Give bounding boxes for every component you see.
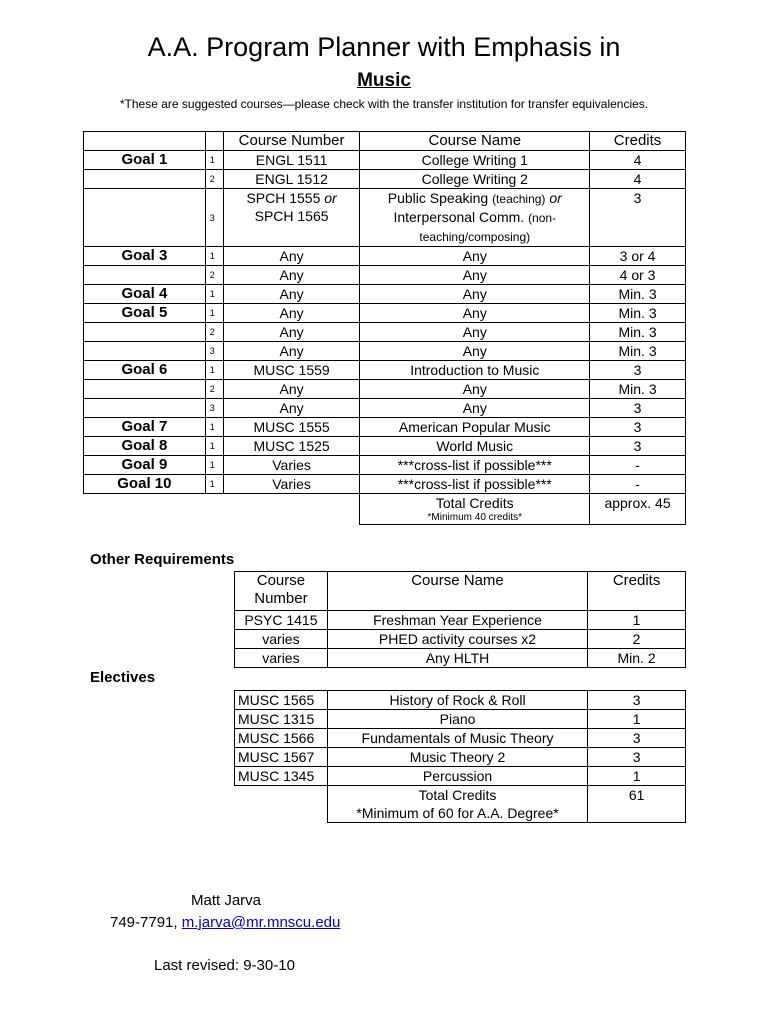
table-row	[84, 437, 686, 456]
course-number: Any	[223, 304, 360, 323]
total-credits-label: Total Credits	[418, 787, 497, 803]
course-number: Varies	[223, 475, 360, 494]
column-header: Course Name	[360, 132, 590, 151]
course-number: MUSC 1555	[223, 418, 360, 437]
credits: 2	[588, 630, 686, 649]
goal-index: 3	[205, 189, 223, 247]
transfer-note: *These are suggested courses—please check with the transfer institution for transfer equivalencies.	[119, 97, 649, 111]
other-requirements-table-body	[235, 572, 686, 668]
or-word: or	[549, 190, 562, 206]
other-requirements-table	[234, 571, 686, 668]
table-row	[84, 342, 686, 361]
credits: 3	[588, 729, 686, 748]
course-name: ***cross-list if possible***	[360, 456, 590, 475]
course-name: Any	[360, 399, 590, 418]
goal-index: 1	[205, 418, 223, 437]
course-name: World Music	[360, 437, 590, 456]
course-number: PSYC 1415	[235, 611, 328, 630]
credits: 4	[590, 151, 686, 170]
course-number: SPCH 1555	[246, 190, 321, 206]
total-credits-value: 61	[588, 786, 686, 823]
other-header-row	[235, 572, 686, 611]
table-row	[84, 189, 686, 247]
electives-table-body	[235, 691, 686, 823]
goal-index: 2	[205, 323, 223, 342]
last-revised: Last revised: 9-30-10	[154, 957, 295, 974]
credits: 1	[588, 767, 686, 786]
column-header: Course Number	[235, 572, 328, 611]
course-name-line	[363, 189, 586, 208]
course-name: Any	[360, 304, 590, 323]
course-name: American Popular Music	[360, 418, 590, 437]
goal-index: 3	[205, 399, 223, 418]
goal-label: Goal 4	[84, 285, 206, 304]
course-number: MUSC 1566	[235, 729, 328, 748]
credits: 3	[590, 399, 686, 418]
credits: 3	[590, 418, 686, 437]
goal-index: 1	[205, 151, 223, 170]
table-row	[84, 266, 686, 285]
goal-label	[84, 342, 206, 361]
goal-index: 1	[205, 475, 223, 494]
course-name-line	[363, 208, 586, 246]
credits: Min. 3	[590, 304, 686, 323]
credits: -	[590, 475, 686, 494]
goal-label: Goal 3	[84, 247, 206, 266]
course-name: College Writing 1	[360, 151, 590, 170]
total-credits-cell	[327, 786, 587, 823]
course-name: Piano	[327, 710, 587, 729]
course-number: Any	[223, 342, 360, 361]
course-name: Fundamentals of Music Theory	[327, 729, 587, 748]
course-number: SPCH 1565	[254, 208, 329, 224]
course-name: Any	[360, 323, 590, 342]
course-number: Varies	[223, 456, 360, 475]
credits: 1	[588, 710, 686, 729]
course-name-qualifier: (teaching)	[492, 192, 546, 206]
contact-email-link[interactable]: m.jarva@mr.mnscu.edu	[181, 914, 341, 931]
column-header: Credits	[588, 572, 686, 611]
table-row	[84, 247, 686, 266]
goal-label: Goal 9	[84, 456, 206, 475]
course-name: History of Rock & Roll	[327, 691, 587, 710]
goal-label	[84, 170, 206, 189]
goal-index: 1	[205, 247, 223, 266]
credits: 3	[588, 691, 686, 710]
course-number: Any	[223, 380, 360, 399]
contact-phone: 749-7791,	[110, 914, 178, 931]
table-row	[84, 151, 686, 170]
course-name-cell	[360, 189, 590, 247]
table-row	[235, 649, 686, 668]
course-name: PHED activity courses x2	[327, 630, 587, 649]
course-number: Any	[223, 247, 360, 266]
course-number: ENGL 1511	[223, 151, 360, 170]
goal-index: 2	[205, 380, 223, 399]
course-number: Any	[223, 266, 360, 285]
credits: -	[590, 456, 686, 475]
course-name-qualifier: (non-teaching/composing)	[419, 211, 557, 244]
header-blank-index	[205, 132, 223, 151]
course-name: Any	[360, 380, 590, 399]
goal-label: Goal 7	[84, 418, 206, 437]
goal-index: 1	[205, 456, 223, 475]
page-title: A.A. Program Planner with Emphasis in	[147, 32, 621, 62]
course-number: Any	[223, 285, 360, 304]
credits: 3	[588, 748, 686, 767]
credits: 3	[590, 361, 686, 380]
goal-index: 1	[205, 437, 223, 456]
goal-index: 1	[205, 361, 223, 380]
goal-label	[84, 399, 206, 418]
course-number-cell	[223, 189, 360, 247]
credits: Min. 3	[590, 342, 686, 361]
contact-name: Matt Jarva	[191, 892, 262, 909]
electives-table	[234, 690, 686, 823]
course-number: MUSC 1345	[235, 767, 328, 786]
credits: 3	[590, 189, 686, 247]
goal-label	[84, 189, 206, 247]
goal-label	[84, 323, 206, 342]
total-credits-label: Total Credits	[435, 495, 514, 511]
contact-line	[110, 914, 340, 931]
table-row	[84, 456, 686, 475]
total-credits-cell	[360, 494, 590, 525]
table-row	[84, 475, 686, 494]
goals-table	[83, 131, 686, 525]
credits: Min. 3	[590, 323, 686, 342]
credits: 4 or 3	[590, 266, 686, 285]
goal-index: 1	[205, 304, 223, 323]
table-row	[235, 748, 686, 767]
table-row	[84, 285, 686, 304]
course-name: Music Theory 2	[327, 748, 587, 767]
goal-index: 2	[205, 170, 223, 189]
table-row	[84, 399, 686, 418]
course-number: MUSC 1567	[235, 748, 328, 767]
course-name: Freshman Year Experience	[327, 611, 587, 630]
goal-index: 3	[205, 342, 223, 361]
goal-label: Goal 10	[84, 475, 206, 494]
credits: Min. 3	[590, 380, 686, 399]
total-credits-note: *Minimum of 60 for A.A. Degree*	[356, 805, 559, 821]
course-number-line	[227, 189, 357, 207]
goals-header-row	[84, 132, 686, 151]
course-number: MUSC 1525	[223, 437, 360, 456]
page-subtitle: Music	[357, 70, 411, 91]
credits: Min. 3	[590, 285, 686, 304]
goal-index: 2	[205, 266, 223, 285]
electives-heading: Electives	[90, 669, 156, 686]
course-number: MUSC 1315	[235, 710, 328, 729]
goals-table-body	[84, 132, 686, 525]
table-row	[235, 611, 686, 630]
column-header: Course Number	[223, 132, 360, 151]
goal-label: Goal 8	[84, 437, 206, 456]
course-number: Any	[223, 399, 360, 418]
table-row	[84, 323, 686, 342]
course-name: Any	[360, 247, 590, 266]
course-number: ENGL 1512	[223, 170, 360, 189]
table-row	[235, 729, 686, 748]
table-row	[84, 380, 686, 399]
or-word: or	[324, 190, 337, 206]
course-number: MUSC 1559	[223, 361, 360, 380]
header-blank-goal	[84, 132, 206, 151]
total-row	[84, 494, 686, 525]
course-number: Any	[223, 323, 360, 342]
credits: 3 or 4	[590, 247, 686, 266]
credits: Min. 2	[588, 649, 686, 668]
table-row	[235, 710, 686, 729]
course-name: Any	[360, 266, 590, 285]
table-row	[235, 691, 686, 710]
table-row	[235, 630, 686, 649]
column-header: Course Name	[327, 572, 587, 611]
credits: 3	[590, 437, 686, 456]
goal-label: Goal 5	[84, 304, 206, 323]
course-name: Any	[360, 285, 590, 304]
goal-index: 1	[205, 285, 223, 304]
course-number: varies	[235, 630, 328, 649]
table-row	[84, 361, 686, 380]
course-name: ***cross-list if possible***	[360, 475, 590, 494]
course-name: Any	[360, 342, 590, 361]
goal-label	[84, 266, 206, 285]
blank-cell	[84, 494, 360, 525]
table-row	[84, 418, 686, 437]
goal-label: Goal 6	[84, 361, 206, 380]
table-row	[84, 170, 686, 189]
course-name: Public Speaking	[387, 190, 489, 206]
credits: 1	[588, 611, 686, 630]
total-credits-note: *Minimum 40 credits*	[427, 512, 523, 523]
blank-cell	[235, 786, 328, 823]
course-number: MUSC 1565	[235, 691, 328, 710]
table-row	[235, 767, 686, 786]
goal-label	[84, 380, 206, 399]
total-row	[235, 786, 686, 823]
column-header: Credits	[590, 132, 686, 151]
credits: 4	[590, 170, 686, 189]
other-requirements-heading: Other Requirements	[90, 551, 235, 568]
total-credits-value: approx. 45	[590, 494, 686, 525]
course-name: Introduction to Music	[360, 361, 590, 380]
course-name: Any HLTH	[327, 649, 587, 668]
course-number: varies	[235, 649, 328, 668]
course-name: Percussion	[327, 767, 587, 786]
course-name: College Writing 2	[360, 170, 590, 189]
goal-label: Goal 1	[84, 151, 206, 170]
course-name: Interpersonal Comm.	[393, 209, 525, 225]
table-row	[84, 304, 686, 323]
